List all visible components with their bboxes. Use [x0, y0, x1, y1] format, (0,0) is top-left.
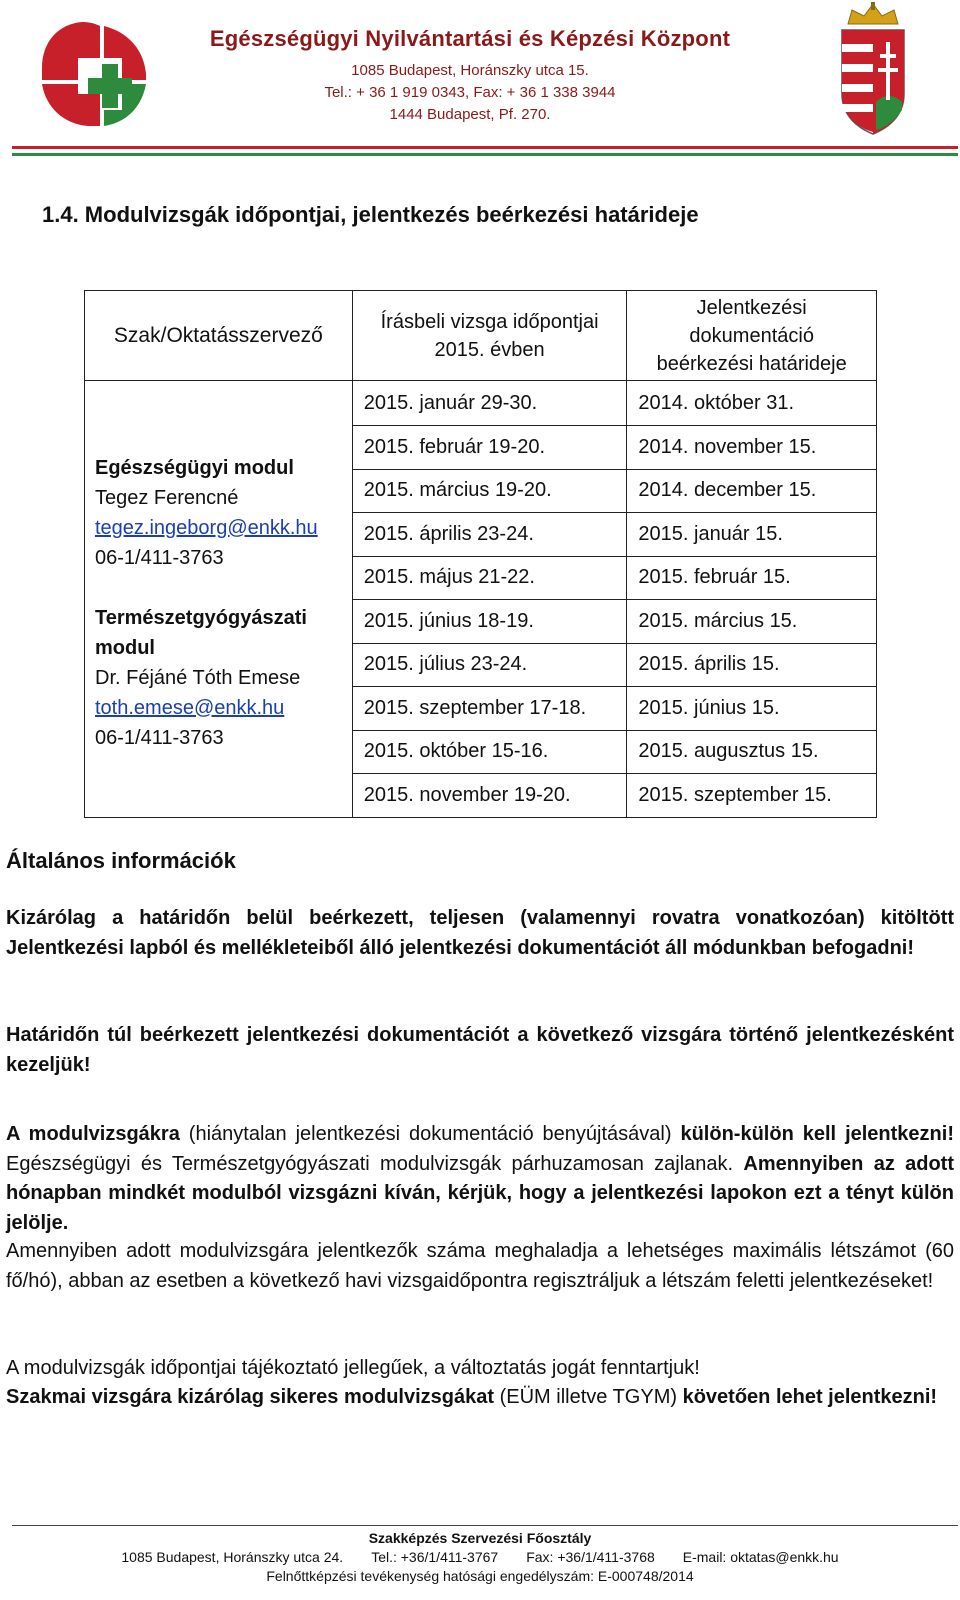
header-deadline-line1: Jelentkezési: [696, 296, 807, 319]
module2-person: Dr. Féjáné Tóth Emese: [95, 666, 301, 689]
header-deadline-line3: beérkezési határideje: [656, 352, 847, 375]
paragraph-capacity: Amennyiben adott modulvizsgára jelentkezők száma meghaladja a lehetséges maximális létszámot (60 fő/hó), abban az esetben a következő havi vizsgaidőpontra regisztráljuk a létszám feletti jelentkezéseket!: [6, 1240, 954, 1292]
header-deadline-line2: dokumentáció: [689, 324, 814, 347]
footer-tel: Tel.: +36/1/411-3767: [371, 1549, 499, 1565]
table-header-row: [85, 291, 877, 381]
page-header: [0, 0, 960, 170]
paragraph-prerequisite: [6, 1383, 954, 1413]
p3-part-c: külön-külön kell jelentkezni!: [680, 1123, 954, 1145]
exam-date: 2015. május 21-22.: [352, 556, 627, 600]
p3-part-b: (hiánytalan jelentkezési dokumentáció benyújtásával): [179, 1123, 681, 1145]
footer-fax: Fax: +36/1/411-3768: [526, 1549, 655, 1565]
deadline-date: 2014. december 15.: [627, 469, 877, 513]
header-exam-dates-line2: 2015. évben: [434, 338, 545, 361]
footer-department: Szakképzés Szervezési Főosztály: [368, 1530, 592, 1546]
exam-date: 2015. március 19-20.: [352, 469, 627, 513]
header-exam-dates-line1: Írásbeli vizsga időpontjai: [380, 310, 599, 333]
footer-divider: [12, 1525, 958, 1526]
deadline-date: 2015. szeptember 15.: [627, 774, 877, 818]
organizer-cell: [85, 381, 353, 818]
p3-part-d: Egészségügyi és Természetgyógyászati modulvizsgák párhuzamosan zajlanak.: [6, 1152, 744, 1175]
exam-date: 2015. november 19-20.: [352, 774, 627, 818]
module2-name-line2: modul: [95, 636, 155, 659]
p6-part-b: (EÜM illetve TGYM): [494, 1386, 683, 1408]
footer-email: E-mail: oktatas@enkk.hu: [682, 1549, 839, 1565]
paragraph-late-submission-text: Határidőn túl beérkezett jelentkezési dokumentációt a következő vizsgára történő jelentkezésként kezeljük!: [6, 1024, 954, 1076]
p6-part-c: követően lehet jelentkezni!: [682, 1386, 938, 1408]
module1-person: Tegez Ferencné: [95, 486, 239, 509]
paragraph-disclaimer: A modulvizsgák időpontjai tájékoztató jellegűek, a változtatás jogát fenntartjuk!: [6, 1357, 700, 1379]
enkk-cross-logo-icon: [38, 18, 150, 130]
institution-phone: Tel.: + 36 1 919 0343, Fax: + 36 1 338 3944: [324, 84, 616, 101]
exam-date: 2015. szeptember 17-18.: [352, 687, 627, 731]
deadline-date: 2015. március 15.: [627, 600, 877, 644]
header-stripe-green: [12, 153, 958, 156]
institution-address: 1085 Budapest, Horánszky utca 15.: [351, 62, 589, 79]
p3-part-e: Amennyiben az adott hónapban mindkét modulból vizsgázni kíván, kérjük, hogy a jelentkezési lapokon ezt a tényt külön jelölje.: [6, 1152, 954, 1234]
exam-date: 2015. április 23-24.: [352, 513, 627, 557]
header-stripe-white: [12, 150, 958, 152]
exam-schedule-table: [84, 290, 877, 818]
module2-email-link[interactable]: toth.emese@enkk.hu: [95, 696, 285, 719]
paragraph-late-submission: [6, 1021, 954, 1080]
deadline-date: 2015. április 15.: [627, 643, 877, 687]
header-exam-dates: [352, 291, 627, 381]
p3-part-a: A modulvizsgákra: [6, 1123, 180, 1145]
module1-phone: 06-1/411-3763: [95, 546, 224, 569]
module2-name-line1: Természetgyógyászati: [95, 606, 307, 629]
exam-date: 2015. október 15-16.: [352, 730, 627, 774]
header-stripe-red: [12, 146, 958, 149]
module2-phone: 06-1/411-3763: [95, 726, 224, 749]
footer-license: Felnőttképzési tevékenység hatósági engedélyszám: E-000748/2014: [266, 1568, 694, 1584]
module1-email-link[interactable]: tegez.ingeborg@enkk.hu: [95, 516, 318, 539]
hungarian-coat-of-arms-icon: [838, 2, 908, 142]
general-info-title: Általános információk: [6, 848, 236, 873]
paragraph-deadline-rule: [6, 904, 954, 963]
section-title: 1.4. Modulvizsgák időpontjai, jelentkezés beérkezési határideje: [42, 202, 699, 227]
deadline-date: 2015. február 15.: [627, 556, 877, 600]
header-organizer: Szak/Oktatásszervező: [85, 291, 353, 381]
footer-address: 1085 Budapest, Horánszky utca 24.: [121, 1549, 344, 1565]
exam-date: 2015. június 18-19.: [352, 600, 627, 644]
module1-name: Egészségügyi modul: [95, 456, 294, 479]
exam-date: 2015. február 19-20.: [352, 426, 627, 470]
institution-name: Egészségügyi Nyilvántartási és Képzési Központ: [209, 26, 731, 51]
paragraph-deadline-rule-text: Kizárólag a határidőn belül beérkezett, teljesen (valamennyi rovatra vonatkozóan) kitöltött Jelentkezési lapból és mellékleteiből álló jelentkezési dokumentációt áll módunkban befogadni!: [6, 907, 954, 959]
deadline-date: 2014. november 15.: [627, 426, 877, 470]
deadline-date: 2015. január 15.: [627, 513, 877, 557]
deadline-date: 2015. június 15.: [627, 687, 877, 731]
deadline-date: 2014. október 31.: [627, 381, 877, 426]
header-deadline: [627, 291, 877, 381]
paragraph-registration: [6, 1120, 954, 1238]
institution-postbox: 1444 Budapest, Pf. 270.: [389, 106, 551, 123]
table-row: [85, 381, 877, 426]
p6-part-a: Szakmai vizsgára kizárólag sikeres modulvizsgákat: [6, 1386, 495, 1408]
exam-date: 2015. január 29-30.: [352, 381, 627, 426]
deadline-date: 2015. augusztus 15.: [627, 730, 877, 774]
exam-date: 2015. július 23-24.: [352, 643, 627, 687]
footer-contacts: [0, 1549, 960, 1565]
